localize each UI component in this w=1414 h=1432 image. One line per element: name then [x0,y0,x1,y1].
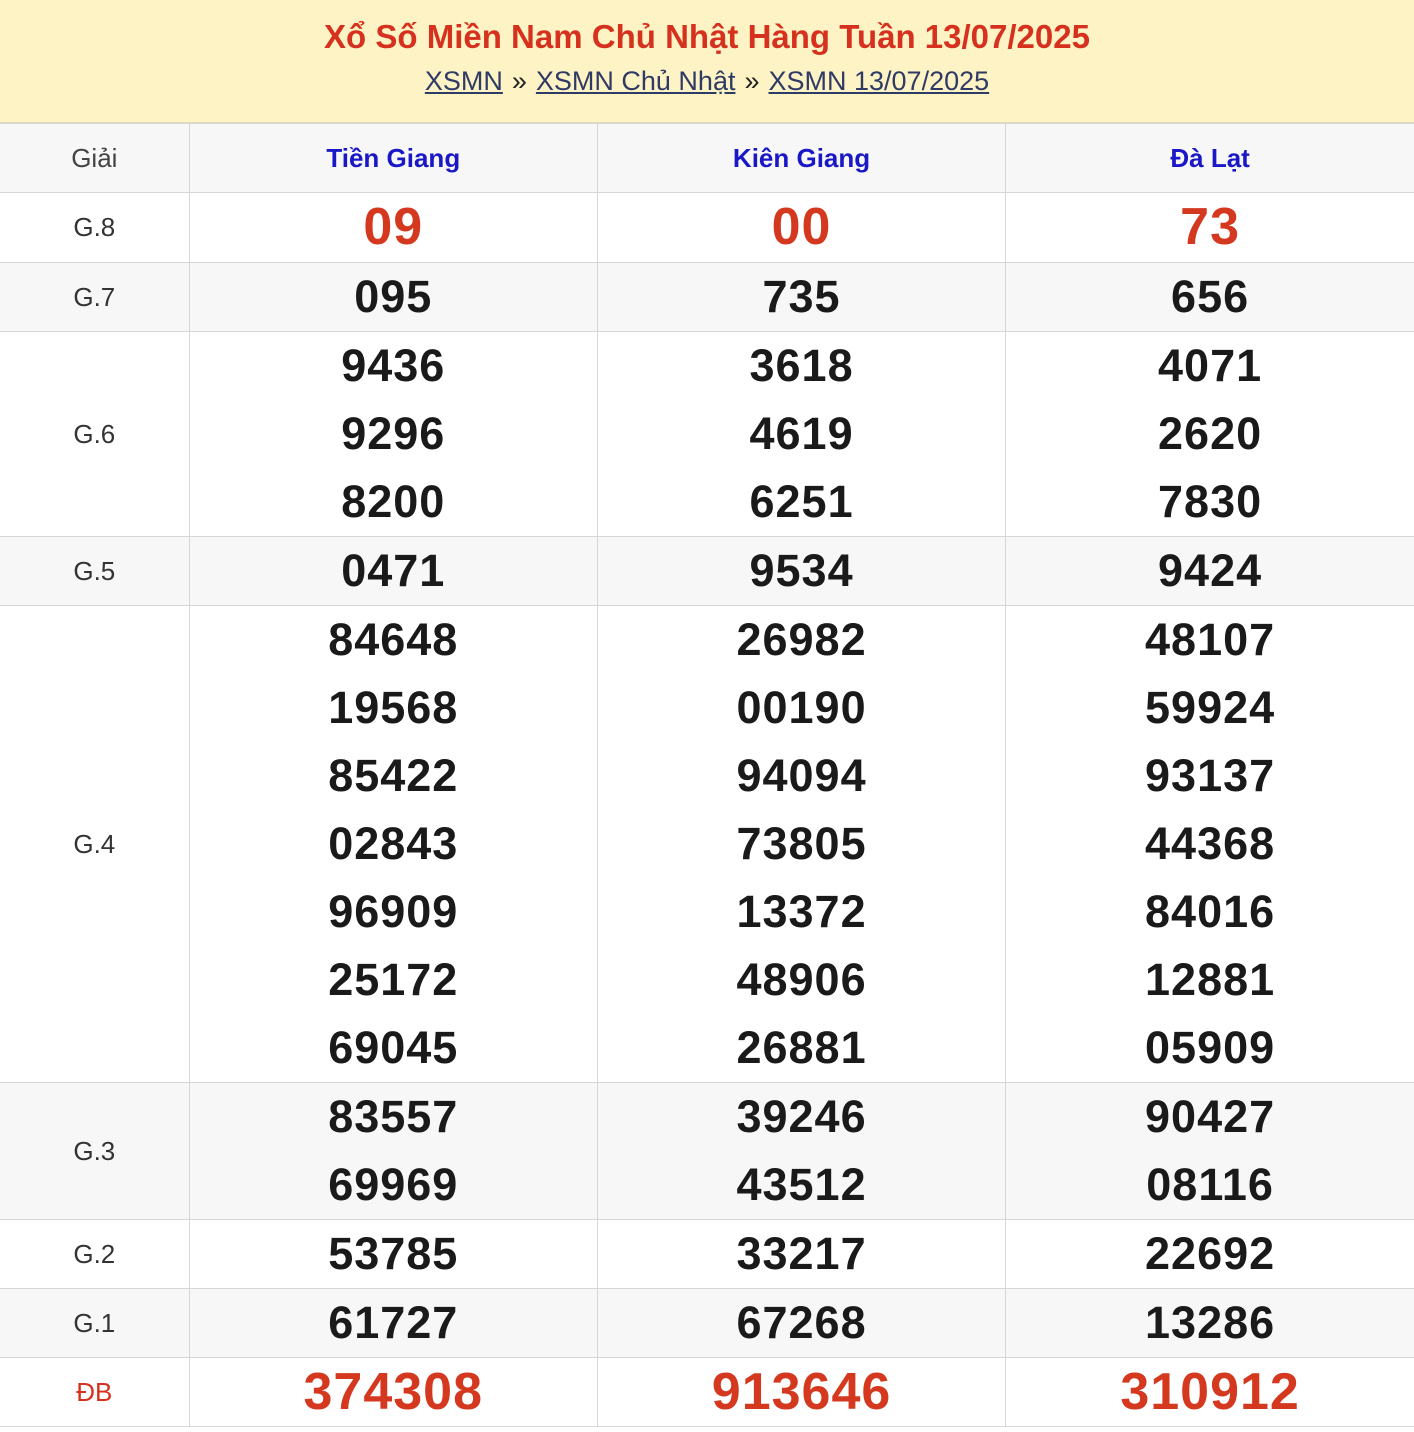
result-number: 93137 [1145,750,1276,801]
prize-row-g-2 [0,1220,1414,1289]
result-cell [189,193,597,263]
result-number: 69969 [328,1159,459,1210]
prize-column-header: Giải [0,124,189,193]
province-header-kien-giang[interactable]: Kiên Giang [597,124,1005,193]
result-number: 84016 [1145,886,1276,937]
result-cell [597,537,1005,606]
result-number: 3618 [749,340,854,391]
prize-row-g-8 [0,193,1414,263]
result-number: 96909 [328,886,459,937]
result-number: 22692 [1145,1228,1276,1279]
page-title: Xổ Số Miền Nam Chủ Nhật Hàng Tuần 13/07/2025 [324,18,1090,55]
province-header-tien-giang[interactable]: Tiền Giang [189,124,597,193]
result-cell [189,537,597,606]
result-number: 13286 [1145,1297,1276,1348]
result-number: 53785 [328,1228,459,1279]
result-cell [189,1220,597,1289]
result-cell [189,1083,597,1220]
prize-label: G.6 [0,332,189,537]
result-cell [597,332,1005,537]
result-number: 4071 [1158,340,1263,391]
result-cell [597,193,1005,263]
result-number: 0471 [341,545,446,596]
result-number: 656 [1171,271,1250,322]
result-cell [597,1289,1005,1358]
result-cell [1006,1358,1414,1427]
result-number: 9436 [341,340,446,391]
result-number: 48906 [736,954,867,1005]
result-number: 2620 [1158,408,1263,459]
breadcrumb-link-xsmn[interactable]: XSMN [424,66,503,96]
result-number: 4619 [749,408,854,459]
result-number: 94094 [736,750,867,801]
result-cell [1006,537,1414,606]
result-cell [189,263,597,332]
result-number: 39246 [736,1091,867,1142]
result-cell [597,1083,1005,1220]
prize-row-g-6 [0,332,1414,537]
result-cell [189,606,597,1083]
prize-row-g-3 [0,1083,1414,1220]
result-number: 19568 [328,682,459,733]
result-number: 83557 [328,1091,459,1142]
result-cell [597,263,1005,332]
prize-row-db [0,1358,1414,1427]
result-number: 09 [363,198,424,256]
result-number: 735 [762,271,841,322]
result-number: 00 [771,198,832,256]
page-header [0,0,1414,123]
result-cell [189,332,597,537]
results-body [0,193,1414,1427]
result-cell [597,606,1005,1083]
result-number: 61727 [328,1297,459,1348]
result-number: 9534 [749,545,854,596]
prize-row-g-7 [0,263,1414,332]
result-number: 12881 [1145,954,1276,1005]
result-number: 02843 [328,818,459,869]
result-number: 374308 [303,1363,484,1421]
prize-row-g-1 [0,1289,1414,1358]
province-header-da-lat[interactable]: Đà Lạt [1006,124,1414,193]
result-number: 6251 [749,476,854,527]
result-cell [597,1220,1005,1289]
result-number: 73805 [736,818,867,869]
result-number: 67268 [736,1297,867,1348]
result-number: 26982 [736,614,867,665]
table-header-row [0,124,1414,193]
result-number: 59924 [1145,682,1276,733]
result-number: 9424 [1158,545,1263,596]
result-number: 05909 [1145,1022,1276,1073]
result-number: 26881 [736,1022,867,1073]
result-number: 90427 [1145,1091,1276,1142]
result-cell [189,1289,597,1358]
result-cell [1006,193,1414,263]
breadcrumb-separator: » [511,66,527,96]
breadcrumb [0,65,1414,97]
result-number: 310912 [1120,1363,1300,1421]
result-cell [1006,1083,1414,1220]
prize-label: G.3 [0,1083,189,1220]
breadcrumb-separator: » [744,66,760,96]
result-number: 8200 [341,476,446,527]
result-number: 85422 [328,750,459,801]
result-number: 69045 [328,1022,459,1073]
breadcrumb-link-xsmn-chu-nhat[interactable]: XSMN Chủ Nhật [535,66,736,96]
result-cell [1006,606,1414,1083]
result-cell [189,1358,597,1427]
result-cell [597,1358,1005,1427]
result-number: 13372 [736,886,867,937]
results-table [0,123,1414,1427]
prize-label: G.1 [0,1289,189,1358]
prize-row-g-5 [0,537,1414,606]
result-number: 33217 [736,1228,867,1279]
result-cell [1006,332,1414,537]
breadcrumb-link-xsmn-date[interactable]: XSMN 13/07/2025 [768,66,990,96]
result-number: 84648 [328,614,459,665]
result-number: 913646 [711,1363,892,1421]
result-cell [1006,1289,1414,1358]
prize-row-g-4 [0,606,1414,1083]
result-number: 48107 [1145,614,1276,665]
result-number: 73 [1180,198,1241,256]
prize-label: G.5 [0,537,189,606]
result-cell [1006,263,1414,332]
result-number: 7830 [1158,476,1263,527]
result-cell [1006,1220,1414,1289]
prize-label: G.7 [0,263,189,332]
result-number: 9296 [341,408,446,459]
result-number: 08116 [1146,1159,1274,1210]
result-number: 43512 [736,1159,867,1210]
prize-label: G.2 [0,1220,189,1289]
result-number: 00190 [736,682,867,733]
prize-label: G.4 [0,606,189,1083]
result-number: 095 [354,271,433,322]
prize-label: G.8 [0,193,189,263]
result-number: 25172 [328,954,459,1005]
result-number: 44368 [1145,818,1276,869]
prize-label: ĐB [0,1358,189,1427]
